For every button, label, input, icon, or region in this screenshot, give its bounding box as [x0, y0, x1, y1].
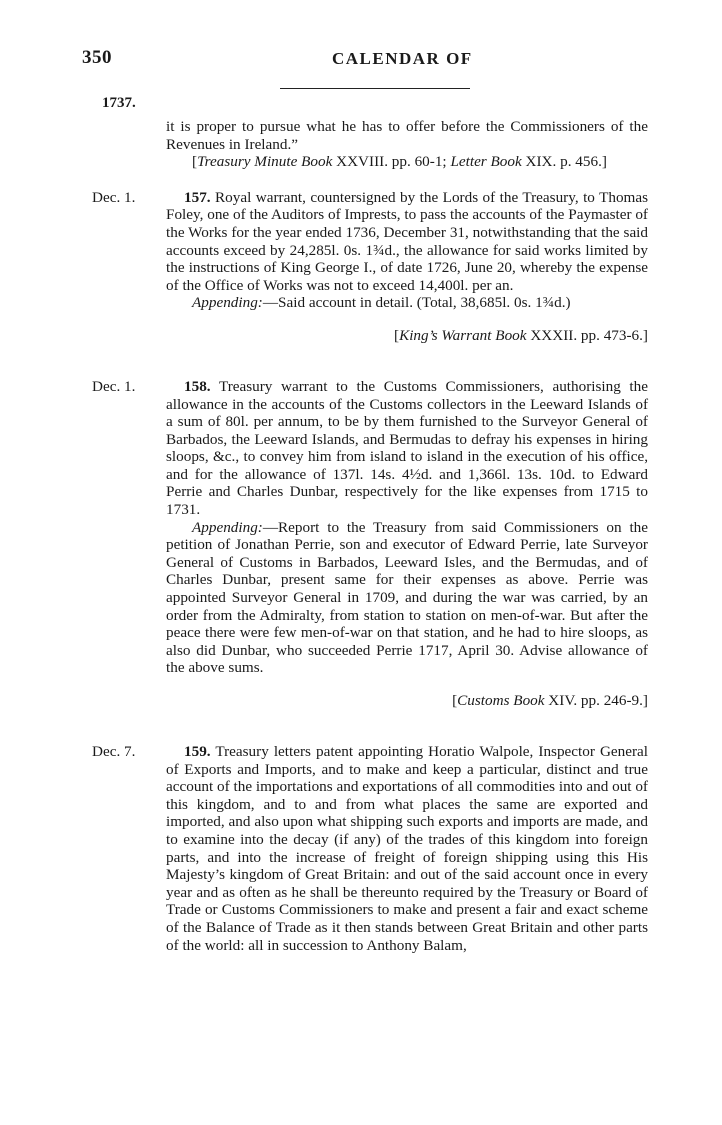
entry-number: 157. — [184, 188, 211, 206]
page-body — [92, 118, 648, 954]
entry-source: [Customs Book XIV. pp. 246-9.] — [452, 692, 648, 710]
header-rule — [280, 88, 470, 89]
entry-date: Dec. 1. — [92, 377, 136, 395]
entry-date: Dec. 7. — [92, 742, 136, 760]
entry-text: 157. Royal warrant, countersigned by the Lords of the Treasury, to Thomas Foley, one of the Auditors of Imprests, to pass the accounts of the Paymaster of the Works for the year ended 1736, December 31, notwithstanding that the said accounts exceed by 24,285l. 0s. 1¾d., the allowance for said works limited by the instructions of King George I., of date 1726, June 20, whereby the expense of the Office of Works was not to exceed 14,400l. per an. — [166, 188, 649, 294]
ref-source-1: Treasury Minute Book — [197, 153, 333, 171]
continuation-entry — [92, 118, 648, 171]
appending-label: Appending: — [192, 518, 263, 536]
entry-text: 159. Treasury letters patent appointing Horatio Walpole, Inspector General of Exports and Imports, and to make and keep a particular, distinct and true account of the importations and exportations of all commodities into and out of this kingdom, and to and from what places the same are exported and imported, and also upon what shipping such exports and imports are made, and to examine into the decay (if any) of the trades of this kingdom into foreign parts, and into the increase of freight of foreign shipping using this His Majesty’s kingdom of Great Britain: and out of the said account once in every year and as often as he shall be thereunto required by the Treasury or Board of Trade or Customs Commissioners to make and present a fair and exact scheme of the Balance of Trade as it then stands between Great Britain and other parts of the world: all in succession to Anthony Balam, — [166, 742, 649, 954]
calendar-entry-157 — [92, 189, 648, 345]
entry-date: Dec. 1. — [92, 188, 136, 206]
appending-note: Appending:—Said account in detail. (Total, 38,685l. 0s. 1¾d.) — [192, 294, 571, 312]
entry-number: 159. — [184, 742, 211, 760]
appending-label: Appending: — [192, 294, 263, 312]
entry-text: 158. Treasury warrant to the Customs Commissioners, authorising the allowance in the accounts of the Customs collectors in the Leeward Islands of a sum of 80l. per annum, to be by them furnished to the Surveyor General of Barbados, the Leeward Islands, and Bermudas to defray his expenses in hiring sloops, &c., to convey him from island to island in the execution of his office, and for the allowance of 137l. 14s. 4½d. and 1,366l. 13s. 10d. to Edward Perrie and Charles Dunbar, respectively for the like expenses from 1715 to 1731. — [166, 377, 648, 519]
appending-note: Appending:—Report to the Treasury from said Commissioners on the petition of Jonathan Perrie, son and executor of Edward Perrie, late Surveyor General of Customs in Barbados, Leeward Isles, and the Bermudas, and of Charles Dunbar, present same for their expenses as above. Perrie was appointed Surveyor General in 1709, and during the war was carried, by an order from the Admiralty, from station to station on men-of-war. But after the peace there were few men-of-war on that station, and he had to hire sloops, as also did Dunbar, who succeeded Perrie 1717, April 30. Advise allowance of the above sums. — [166, 518, 648, 677]
page-header — [82, 47, 642, 77]
page-number: 350 — [82, 47, 112, 68]
running-title: CALENDAR OF — [332, 49, 473, 68]
calendar-entry-158 — [92, 378, 648, 710]
entry-source: [King’s Warrant Book XXXII. pp. 473-6.] — [394, 327, 648, 345]
entry-number: 158. — [184, 377, 211, 395]
calendar-entry-159 — [92, 743, 648, 954]
continuation-reference: [Treasury Minute Book XXVIII. pp. 60-1; Letter Book XIX. p. 456.] — [192, 153, 607, 171]
ref-source-2: Letter Book — [450, 153, 522, 171]
year-marginal: 1737. — [102, 95, 136, 111]
continuation-text: it is proper to pursue what he has to offer before the Commissioners of the Revenues in Ireland.” — [166, 118, 648, 153]
